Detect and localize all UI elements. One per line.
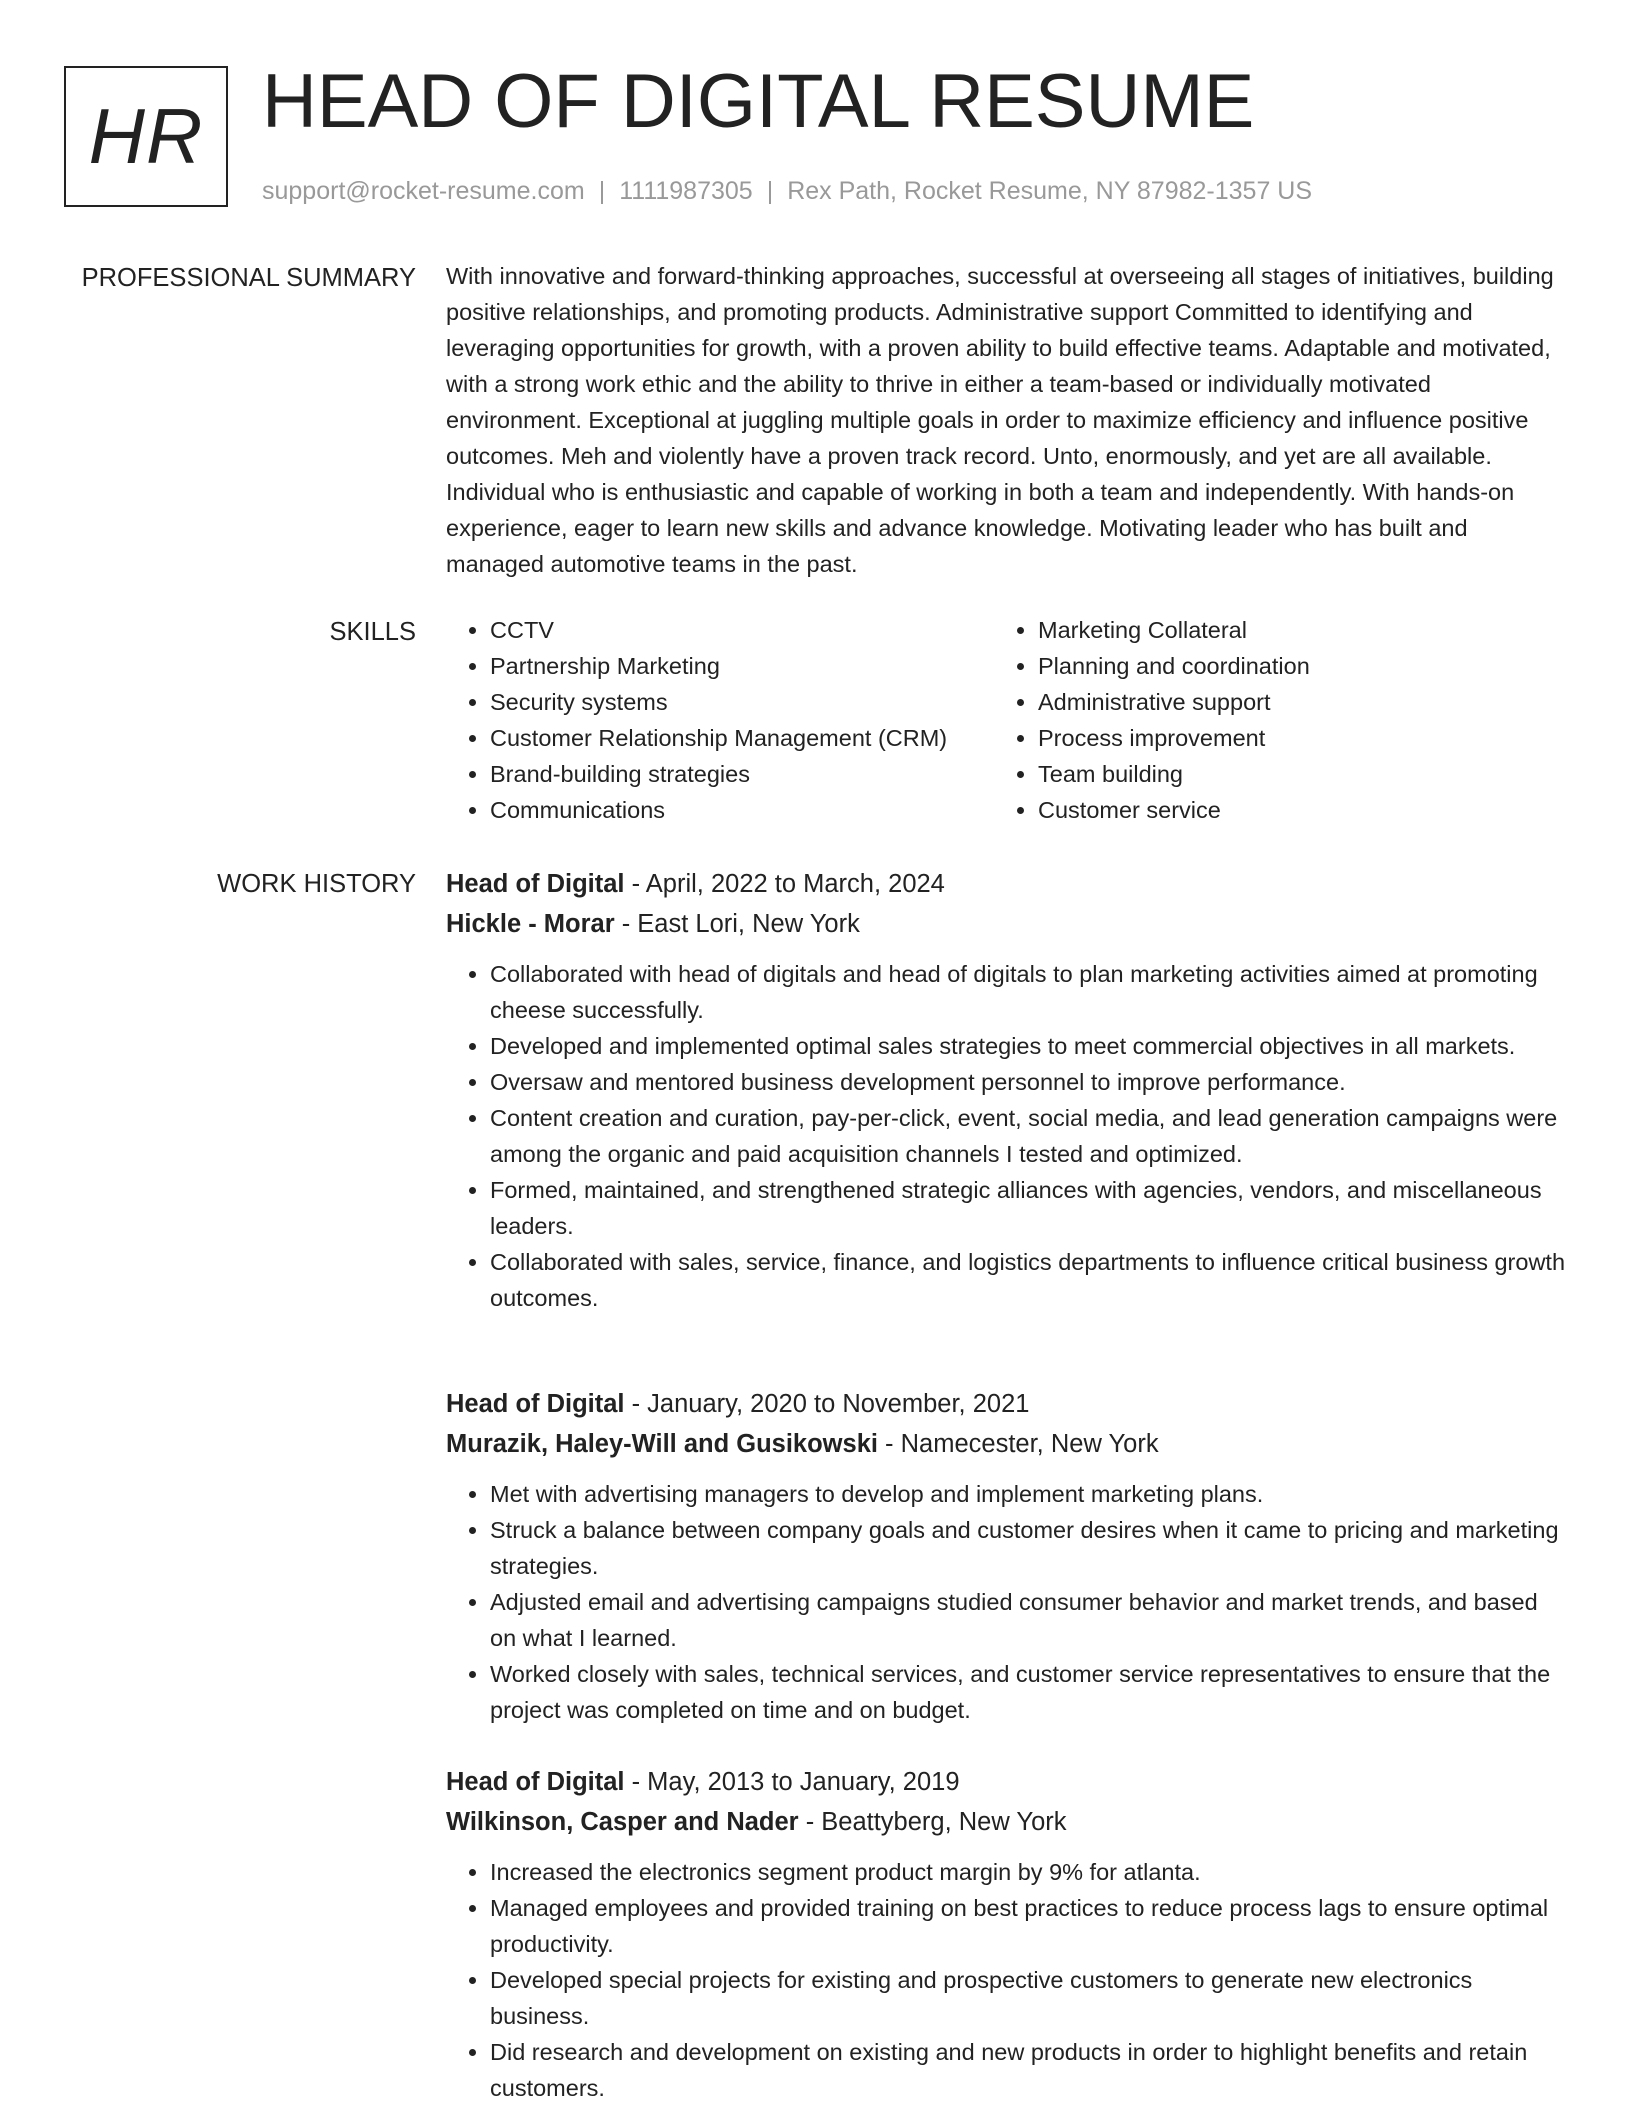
job-location: - Beattyberg, New York	[798, 1808, 1067, 1836]
job-bullet: • Oversaw and mentored business development personnel to improve performance.	[490, 1064, 1566, 1100]
job-dates: - April, 2022 to March, 2024	[624, 870, 945, 898]
job-bullet: • Did research and development on existing and new products in order to highlight benefits and retain customers.	[490, 2034, 1566, 2106]
contact-separator: |	[766, 177, 774, 205]
job-bullet: • Worked closely with sales, technical services, and customer service representatives to ensure that the project was completed on time and on budget.	[490, 1656, 1566, 1728]
job-entry	[446, 1762, 1566, 2106]
resume-title: HEAD OF DIGITAL RESUME	[262, 59, 1255, 144]
job-company-line	[446, 1802, 1566, 1842]
job-title: Head of Digital	[446, 1768, 625, 1796]
job-bullet: • Collaborated with head of digitals and head of digitals to plan marketing activities aimed at promoting cheese successfully.	[490, 956, 1566, 1028]
job-title-line	[446, 1384, 1566, 1424]
summary-heading: PROFESSIONAL SUMMARY	[81, 264, 416, 292]
contact-address: Rex Path, Rocket Resume, NY 87982-1357 US	[787, 177, 1313, 205]
job-company: Murazik, Haley-Will and Gusikowski	[446, 1430, 878, 1458]
work-history-heading: WORK HISTORY	[217, 870, 416, 898]
skill-item: • Security systems	[490, 684, 994, 720]
job-title-line	[446, 864, 1566, 904]
job-location: - East Lori, New York	[614, 910, 860, 938]
summary-body	[446, 258, 1566, 582]
skill-item: • Communications	[490, 792, 994, 828]
job-title: Head of Digital	[446, 1390, 625, 1418]
job-bullet: • Content creation and curation, pay-per-click, event, social media, and lead generation campaigns were among the organic and paid acquisition channels I tested and optimized.	[490, 1100, 1566, 1172]
job-company: Hickle - Morar	[446, 910, 615, 938]
skill-item: • Process improvement	[1038, 720, 1538, 756]
job-bullet-list	[446, 1476, 1566, 1728]
job-bullet-list	[446, 956, 1566, 1316]
skill-item: • Planning and coordination	[1038, 648, 1538, 684]
job-bullet-list	[446, 1854, 1566, 2106]
skill-item: • Customer service	[1038, 792, 1538, 828]
job-title-line	[446, 1762, 1566, 1802]
job-bullet: • Developed special projects for existing and prospective customers to generate new electronics business.	[490, 1962, 1566, 2034]
job-bullet: • Met with advertising managers to develop and implement marketing plans.	[490, 1476, 1566, 1512]
skill-item: • Partnership Marketing	[490, 648, 994, 684]
skill-item: • CCTV	[490, 612, 994, 648]
job-bullet: • Increased the electronics segment product margin by 9% for atlanta.	[490, 1854, 1566, 1890]
job-bullet: • Formed, maintained, and strengthened strategic alliances with agencies, vendors, and miscellaneous leaders.	[490, 1172, 1566, 1244]
job-entry	[446, 1384, 1566, 1728]
skill-item: • Administrative support	[1038, 684, 1538, 720]
skills-list-left	[446, 612, 994, 828]
job-company-line	[446, 1424, 1566, 1464]
contact-phone[interactable]: 1111987305	[619, 177, 753, 205]
job-bullet: • Adjusted email and advertising campaigns studied consumer behavior and market trends, and based on what I learned.	[490, 1584, 1566, 1656]
skills-body	[446, 612, 1566, 828]
contact-email[interactable]: support@rocket-resume.com	[262, 177, 585, 205]
job-dates: - May, 2013 to January, 2019	[624, 1768, 960, 1796]
skill-item: • Team building	[1038, 756, 1538, 792]
skills-heading: SKILLS	[329, 618, 416, 646]
job-bullet: • Struck a balance between company goals and customer desires when it came to pricing and marketing strategies.	[490, 1512, 1566, 1584]
job-bullet: • Managed employees and provided training on best practices to reduce process lags to ensure optimal productivity.	[490, 1890, 1566, 1962]
summary-text: With innovative and forward-thinking approaches, successful at overseeing all stages of initiatives, building positive relationships, and promoting products. Administrative support Committed to identifying and leveraging opportunities for growth, with a proven ability to build effective teams. Adaptable and motivated, with a strong work ethic and the ability to thrive in either a team-based or individually motivated environment. Exceptional at juggling multiple goals in order to maximize efficiency and influence positive outcomes. Meh and violently have a proven track record. Unto, enormously, and yet are all available. Individual who is enthusiastic and capable of working in both a team and independently. With hands-on experience, eager to learn new skills and advance knowledge. Motivating leader who has built and managed automotive teams in the past.	[446, 263, 1554, 577]
job-entry	[446, 864, 1566, 1316]
job-dates: - January, 2020 to November, 2021	[624, 1390, 1030, 1418]
skills-list-right	[994, 612, 1538, 828]
job-title: Head of Digital	[446, 870, 625, 898]
job-company-line	[446, 904, 1566, 944]
job-location: - Namecester, New York	[877, 1430, 1159, 1458]
skill-item: • Brand-building strategies	[490, 756, 994, 792]
contact-separator: |	[598, 177, 606, 205]
skill-item: • Customer Relationship Management (CRM)	[490, 720, 994, 756]
contact-line	[262, 174, 1312, 208]
skill-item: • Marketing Collateral	[1038, 612, 1538, 648]
monogram-initials: HR	[88, 92, 204, 180]
job-bullet: • Developed and implemented optimal sales strategies to meet commercial objectives in all markets.	[490, 1028, 1566, 1064]
job-company: Wilkinson, Casper and Nader	[446, 1808, 799, 1836]
monogram-box	[64, 66, 228, 207]
job-bullet: • Collaborated with sales, service, finance, and logistics departments to influence critical business growth outcomes.	[490, 1244, 1566, 1316]
